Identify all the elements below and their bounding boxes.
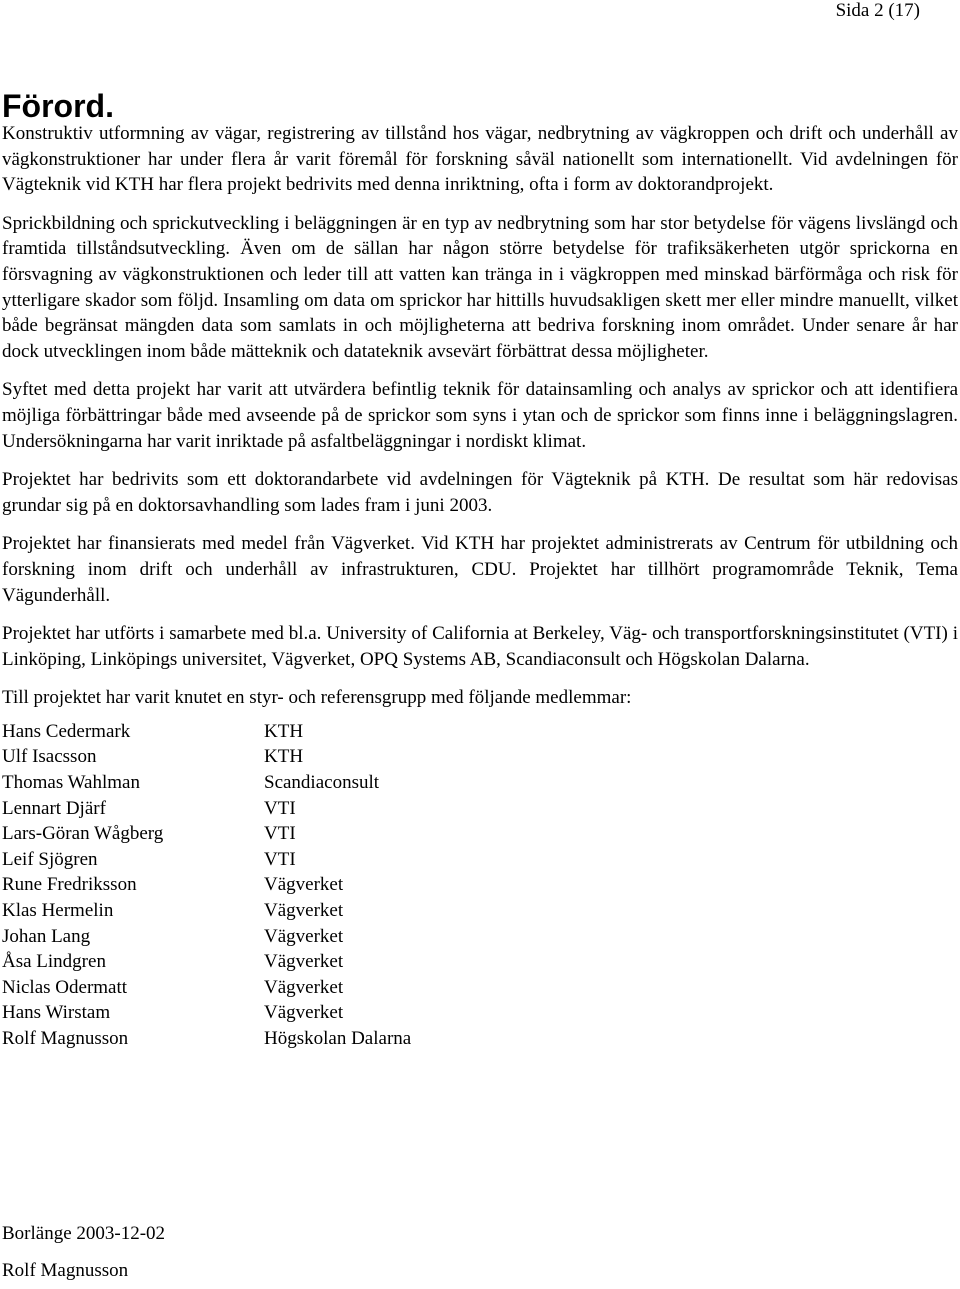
member-name: Klas Hermelin: [2, 900, 114, 922]
member-organization: VTI: [264, 823, 296, 845]
member-organization: Högskolan Dalarna: [264, 1028, 412, 1049]
member-organization: KTH: [264, 746, 304, 768]
paragraph-reference-group: Till projektet har varit knutet en styr- och referensgrupp med följande medlemmar:: [2, 687, 632, 709]
member-row: [2, 975, 958, 1001]
member-organization: Vägverket: [264, 1002, 344, 1024]
member-list: [2, 719, 958, 1052]
member-organization: Vägverket: [264, 951, 344, 973]
member-row: [2, 796, 958, 822]
member-organization: VTI: [264, 848, 296, 870]
paragraph-crack-formation: Sprickbildning och sprickutveckling i beläggningen är en typ av nedbrytning som har stor betydelse för vägens livslängd och framtida tillståndsutveckling. Även om de sällan har någon större betydelse för trafiksäkerheten utgör sprickorna en försvagning av vägkonstruktionen och leder till att vatten kan tränga in i vägkroppen med minskad bärförmåga och risk för ytterligare skador som följd. Insamling om data om sprickor har hittills huvudsakligen skett mer eller mindre manuellt, vilket både begränsat mängden data som samlats in och möjligheterna att bedriva forskning inom området. Under senare år har dock utvecklingen inom både mätteknik och datateknik avsevärt förbättrat dessa möjligheter.: [2, 212, 958, 362]
paragraph-doctoral-work: Projektet har bedrivits som ett doktorandarbete vid avdelningen för Vägteknik på KTH. De resultat som här redovisas grundar sig på en doktorsavhandling som lades fram i juni 2003.: [2, 469, 958, 516]
member-row: [2, 949, 958, 975]
member-organization: Vägverket: [264, 874, 344, 896]
member-organization: KTH: [264, 720, 304, 742]
paragraph-purpose: Syftet med detta projekt har varit att utvärdera befintlig teknik för datainsamling och analys av sprickor och att identifiera möjliga förbättringar både med avseende på de sprickor som syns i ytan och de sprickor som finns inne i beläggningslagren. Undersökningarna har varit inriktade på asfaltbeläggningar i nordiskt klimat.: [2, 379, 958, 452]
member-organization: Vägverket: [264, 925, 344, 947]
member-row: [2, 847, 958, 873]
member-row: [2, 898, 958, 924]
member-name: Hans Wirstam: [2, 1002, 111, 1024]
signature-author: Rolf Magnusson: [2, 1260, 129, 1281]
member-name: Rolf Magnusson: [2, 1028, 129, 1049]
member-name: Johan Lang: [2, 925, 91, 947]
member-organization: Vägverket: [264, 976, 344, 998]
member-row: [2, 1026, 958, 1052]
signature-place-date: Borlänge 2003-12-02: [2, 1223, 166, 1244]
member-row: [2, 1000, 958, 1026]
member-row: [2, 719, 958, 745]
paragraph-funding: Projektet har finansierats med medel från Vägverket. Vid KTH har projektet administrerats av Centrum för utbildning och forskning inom drift och underhåll av infrastrukturen, CDU. Projektet har tillhört programområde Teknik, Tema Vägunderhåll.: [2, 533, 958, 606]
member-name: Rune Fredriksson: [2, 874, 137, 896]
signature-block: [2, 1215, 165, 1289]
member-organization: Scandiaconsult: [264, 772, 380, 794]
member-organization: Vägverket: [264, 900, 344, 922]
member-organization: VTI: [264, 797, 296, 819]
member-row: [2, 924, 958, 950]
member-name: Leif Sjögren: [2, 848, 98, 870]
member-name: Niclas Odermatt: [2, 976, 128, 998]
member-name: Lennart Djärf: [2, 797, 106, 819]
page-title: Förord.: [2, 88, 114, 124]
member-row: [2, 770, 958, 796]
member-name: Ulf Isacsson: [2, 746, 97, 768]
paragraph-cooperation: Projektet har utförts i samarbete med bl.a. University of California at Berkeley, Väg- och transportforskningsinstitutet (VTI) i Linköping, Linköpings universitet, Vägverket, OPQ Systems AB, Scandiaconsult och Högskolan Dalarna.: [2, 623, 958, 670]
member-row: [2, 744, 958, 770]
document-body: [2, 88, 958, 1052]
member-row: [2, 872, 958, 898]
member-name: Åsa Lindgren: [2, 951, 106, 973]
member-name: Thomas Wahlman: [2, 772, 140, 794]
page-number: Sida 2 (17): [835, 0, 920, 21]
member-name: Lars-Göran Wågberg: [2, 823, 164, 845]
member-name: Hans Cedermark: [2, 720, 131, 742]
member-row: [2, 821, 958, 847]
paragraph-intro: Konstruktiv utformning av vägar, registrering av tillstånd hos vägar, nedbrytning av vägkroppen och drift och underhåll av vägkonstruktioner har under flera år varit föremål för forskning såväl nationellt som internationellt. Vid avdelningen för Vägteknik vid KTH har flera projekt bedrivits med denna inriktning, ofta i form av doktorandprojekt.: [2, 123, 958, 196]
